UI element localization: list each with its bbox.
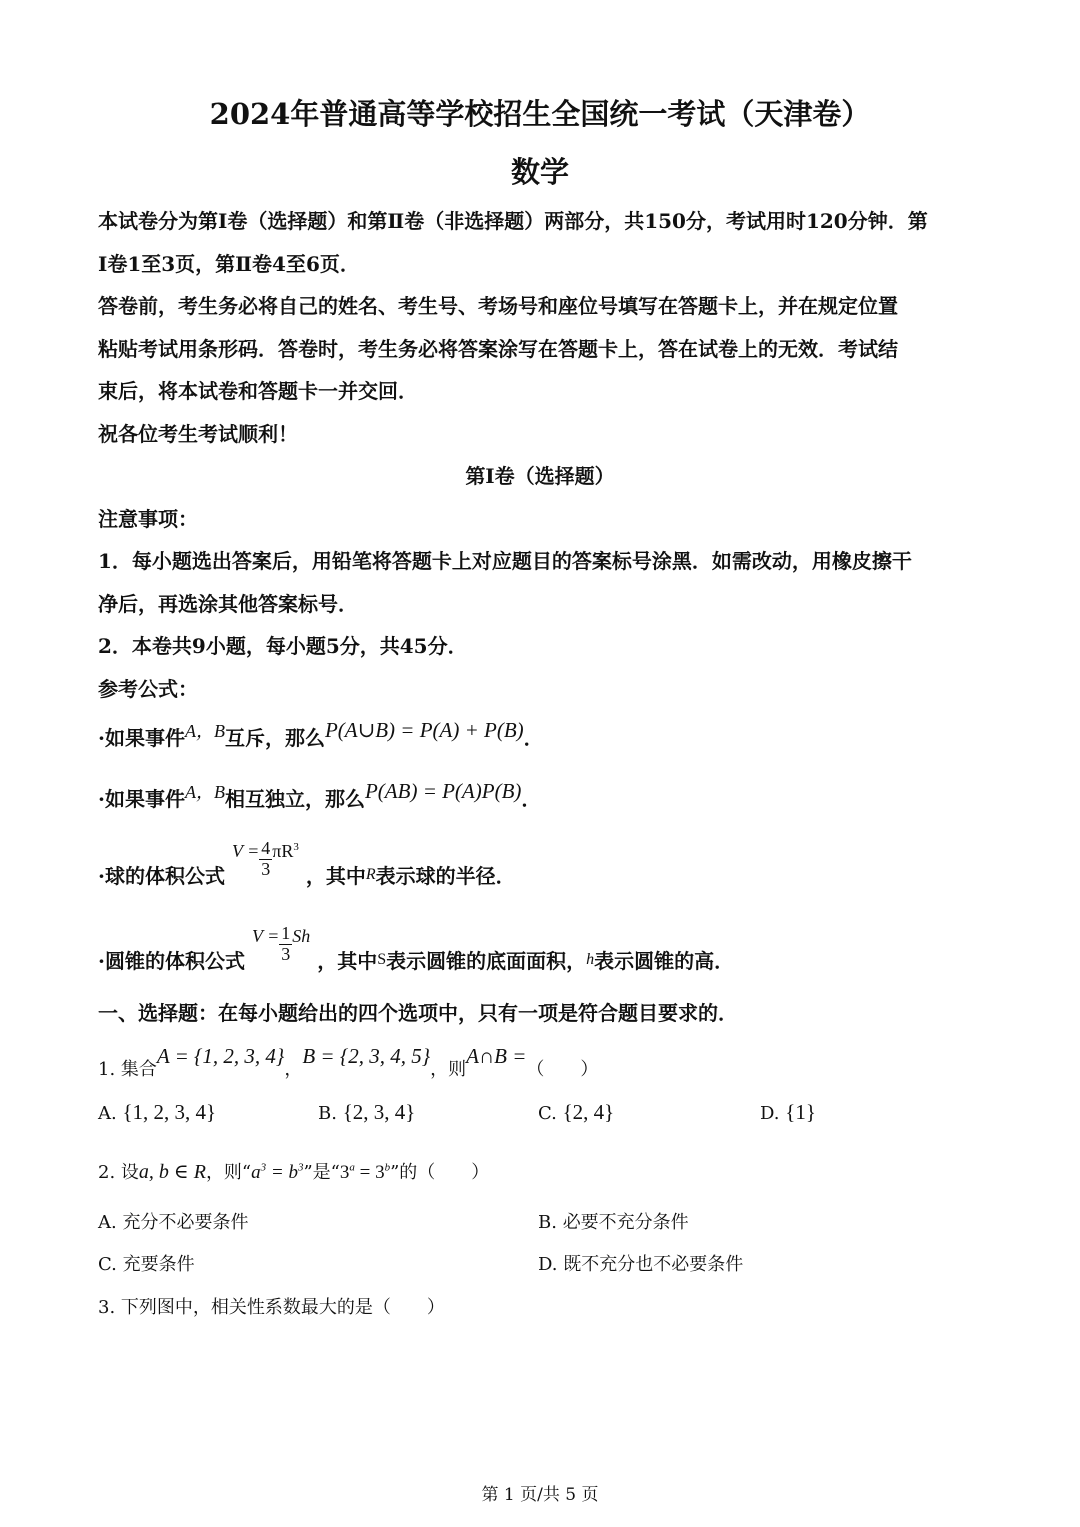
- note-2: 2．本卷共9小题，每小题5分，共45分．: [98, 634, 468, 658]
- formula-4-var-s: S: [377, 950, 387, 968]
- formula-label: 参考公式：: [98, 677, 198, 701]
- formula-2-mid: 相互独立，那么: [224, 787, 365, 811]
- q1-option-c-label: C.: [538, 1103, 557, 1124]
- q2-option-d[interactable]: [538, 1250, 743, 1276]
- question-3: 3. 下列图中，相关性系数最大的是（ ）: [98, 1297, 445, 1318]
- formula-4-suffix-a: ，其中: [317, 948, 378, 973]
- formula-3-rhs: πR: [272, 840, 294, 861]
- q1-expr: A∩B =: [466, 1044, 527, 1068]
- q2-option-d-value: 既不充分也不必要条件: [563, 1254, 744, 1275]
- notes-label: 注意事项：: [98, 507, 198, 531]
- q1-separator: ，: [284, 1059, 303, 1080]
- formula-3-fraction: [259, 839, 272, 880]
- formula-2-expr: P(AB) = P(A)P(B): [364, 779, 522, 803]
- formula-2-prefix: ·如果事件: [98, 787, 185, 811]
- q1-then: ，则: [430, 1059, 467, 1080]
- q2-option-a-label: A.: [98, 1212, 117, 1233]
- formula-1-prefix: ·如果事件: [98, 726, 185, 750]
- formula-3-den: 3: [261, 858, 271, 879]
- subject-title: 数学: [510, 155, 569, 189]
- intro-line-5: 束后，将本试卷和答题卡一并交回．: [98, 379, 418, 403]
- q1-option-c-value: {2, 4}: [562, 1100, 615, 1124]
- formula-4-num: 1: [281, 923, 291, 943]
- q2-cond-2-exp: a: [349, 1161, 355, 1174]
- q2-prefix: 2. 设: [98, 1162, 139, 1183]
- formula-4-den: 3: [281, 943, 291, 964]
- q1-option-b[interactable]: [318, 1100, 415, 1125]
- q1-option-a[interactable]: [98, 1100, 216, 1125]
- formula-1-vars: A，B: [184, 721, 225, 741]
- formula-3-lhs: V =: [231, 840, 260, 861]
- q2-cond-1-exp-2: 3: [297, 1161, 304, 1174]
- q2-cond-1-eq: = b: [266, 1162, 298, 1183]
- formula-independent: [98, 779, 542, 812]
- formula-4-suffix-c: 表示圆锥的高．: [594, 948, 735, 973]
- formula-4-rhs: Sh: [292, 925, 311, 946]
- section-heading: 第Ⅰ卷（选择题）: [465, 464, 615, 488]
- q1-option-a-value: {1, 2, 3, 4}: [122, 1100, 217, 1124]
- question-2: [98, 1158, 489, 1184]
- formula-3-suffix-a: ，其中: [305, 863, 366, 888]
- q1-option-d[interactable]: [760, 1100, 816, 1125]
- formula-4-suffix-b: 表示圆锥的底面面积，: [386, 948, 587, 973]
- formula-4-fraction: [279, 924, 292, 965]
- q2-vars: a, b ∈ R: [138, 1161, 206, 1183]
- intro-line-6: 祝各位考生考试顺利！: [98, 422, 298, 446]
- q2-option-c[interactable]: [98, 1250, 195, 1276]
- q2-suffix: ”的（ ）: [390, 1162, 490, 1183]
- q1-option-d-label: D.: [760, 1103, 780, 1124]
- formula-1-expr: P(A∪B) = P(A) + P(B): [324, 718, 524, 742]
- q2-cond-1-exp: 3: [260, 1161, 267, 1174]
- q2-option-b-label: B.: [538, 1212, 557, 1233]
- intro-line-1: 本试卷分为第Ⅰ卷（选择题）和第Ⅱ卷（非选择题）两部分，共150分，考试用时120分钟．第: [98, 209, 928, 233]
- page-number: 第 1 页/共 5 页: [481, 1485, 599, 1505]
- formula-3-prefix: ·球的体积公式: [98, 863, 225, 888]
- formula-1-mid: 互斥，那么: [224, 726, 325, 750]
- formula-3-suffix-b: 表示球的半径．: [375, 863, 516, 888]
- formula-2-end: ．: [521, 787, 542, 811]
- q1-option-d-value: {1}: [785, 1100, 816, 1124]
- formula-3-var: R: [365, 865, 376, 883]
- formula-3-exp: 3: [293, 840, 299, 853]
- note-1-line-2: 净后，再选涂其他答案标号．: [98, 592, 358, 616]
- formula-4-prefix: ·圆锥的体积公式: [98, 948, 245, 973]
- q1-option-a-label: A.: [98, 1103, 117, 1124]
- q2-cond-1-base: a: [251, 1162, 261, 1183]
- q2-cond-2-exp-2: b: [384, 1161, 391, 1174]
- question-1: [98, 1043, 599, 1080]
- formula-sphere-volume: [98, 835, 516, 888]
- q2-option-c-label: C.: [98, 1254, 117, 1275]
- q2-option-b-value: 必要不充分条件: [562, 1212, 689, 1233]
- q2-cond-2-eq: = 3: [354, 1162, 385, 1183]
- q1-blank: （ ）: [526, 1059, 599, 1080]
- formula-4-var-h: h: [586, 950, 595, 968]
- q2-option-b[interactable]: [538, 1208, 689, 1234]
- note-1-line-1: 1．每小题选出答案后，用铅笔将答题卡上对应题目的答案标号涂黑．如需改动，用橡皮擦干: [98, 549, 912, 573]
- q1-option-b-value: {2, 3, 4}: [342, 1100, 416, 1124]
- formula-mutually-exclusive: [98, 718, 544, 751]
- formula-3-num: 4: [261, 838, 271, 858]
- intro-line-4: 粘贴考试用条形码．答卷时，考生务必将答案涂写在答题卡上，答在试卷上的无效．考试结: [98, 337, 898, 361]
- formula-1-end: ．: [523, 726, 544, 750]
- formula-3-rhs-wrap: [272, 841, 299, 861]
- formula-cone-volume: [98, 920, 735, 973]
- q1-set-a: A = {1, 2, 3, 4}: [156, 1044, 285, 1068]
- q2-option-a-value: 充分不必要条件: [122, 1212, 249, 1233]
- q2-mid-2: ”是“: [303, 1162, 340, 1183]
- q2-cond-2-base: 3: [339, 1162, 350, 1183]
- q1-option-c[interactable]: [538, 1100, 614, 1125]
- q2-option-c-value: 充要条件: [122, 1254, 195, 1275]
- q1-set-b: B = {2, 3, 4, 5}: [302, 1044, 431, 1068]
- q2-option-d-label: D.: [538, 1254, 558, 1275]
- q1-prefix: 1. 集合: [98, 1059, 157, 1080]
- q1-option-b-label: B.: [318, 1103, 337, 1124]
- formula-4-lhs: V =: [251, 925, 280, 946]
- q2-mid-1: ，则“: [205, 1162, 252, 1183]
- formula-2-vars: A，B: [184, 782, 225, 802]
- q2-option-a[interactable]: [98, 1208, 248, 1234]
- intro-line-3: 答卷前，考生务必将自己的姓名、考生号、考场号和座位号填写在答题卡上，并在规定位置: [98, 294, 898, 318]
- intro-line-2: Ⅰ卷1至3页，第Ⅱ卷4至6页．: [98, 252, 360, 276]
- part-1-heading: 一、选择题：在每小题给出的四个选项中，只有一项是符合题目要求的．: [98, 1001, 738, 1025]
- exam-title: 2024年普通高等学校招生全国统一考试（天津卷）: [209, 97, 871, 131]
